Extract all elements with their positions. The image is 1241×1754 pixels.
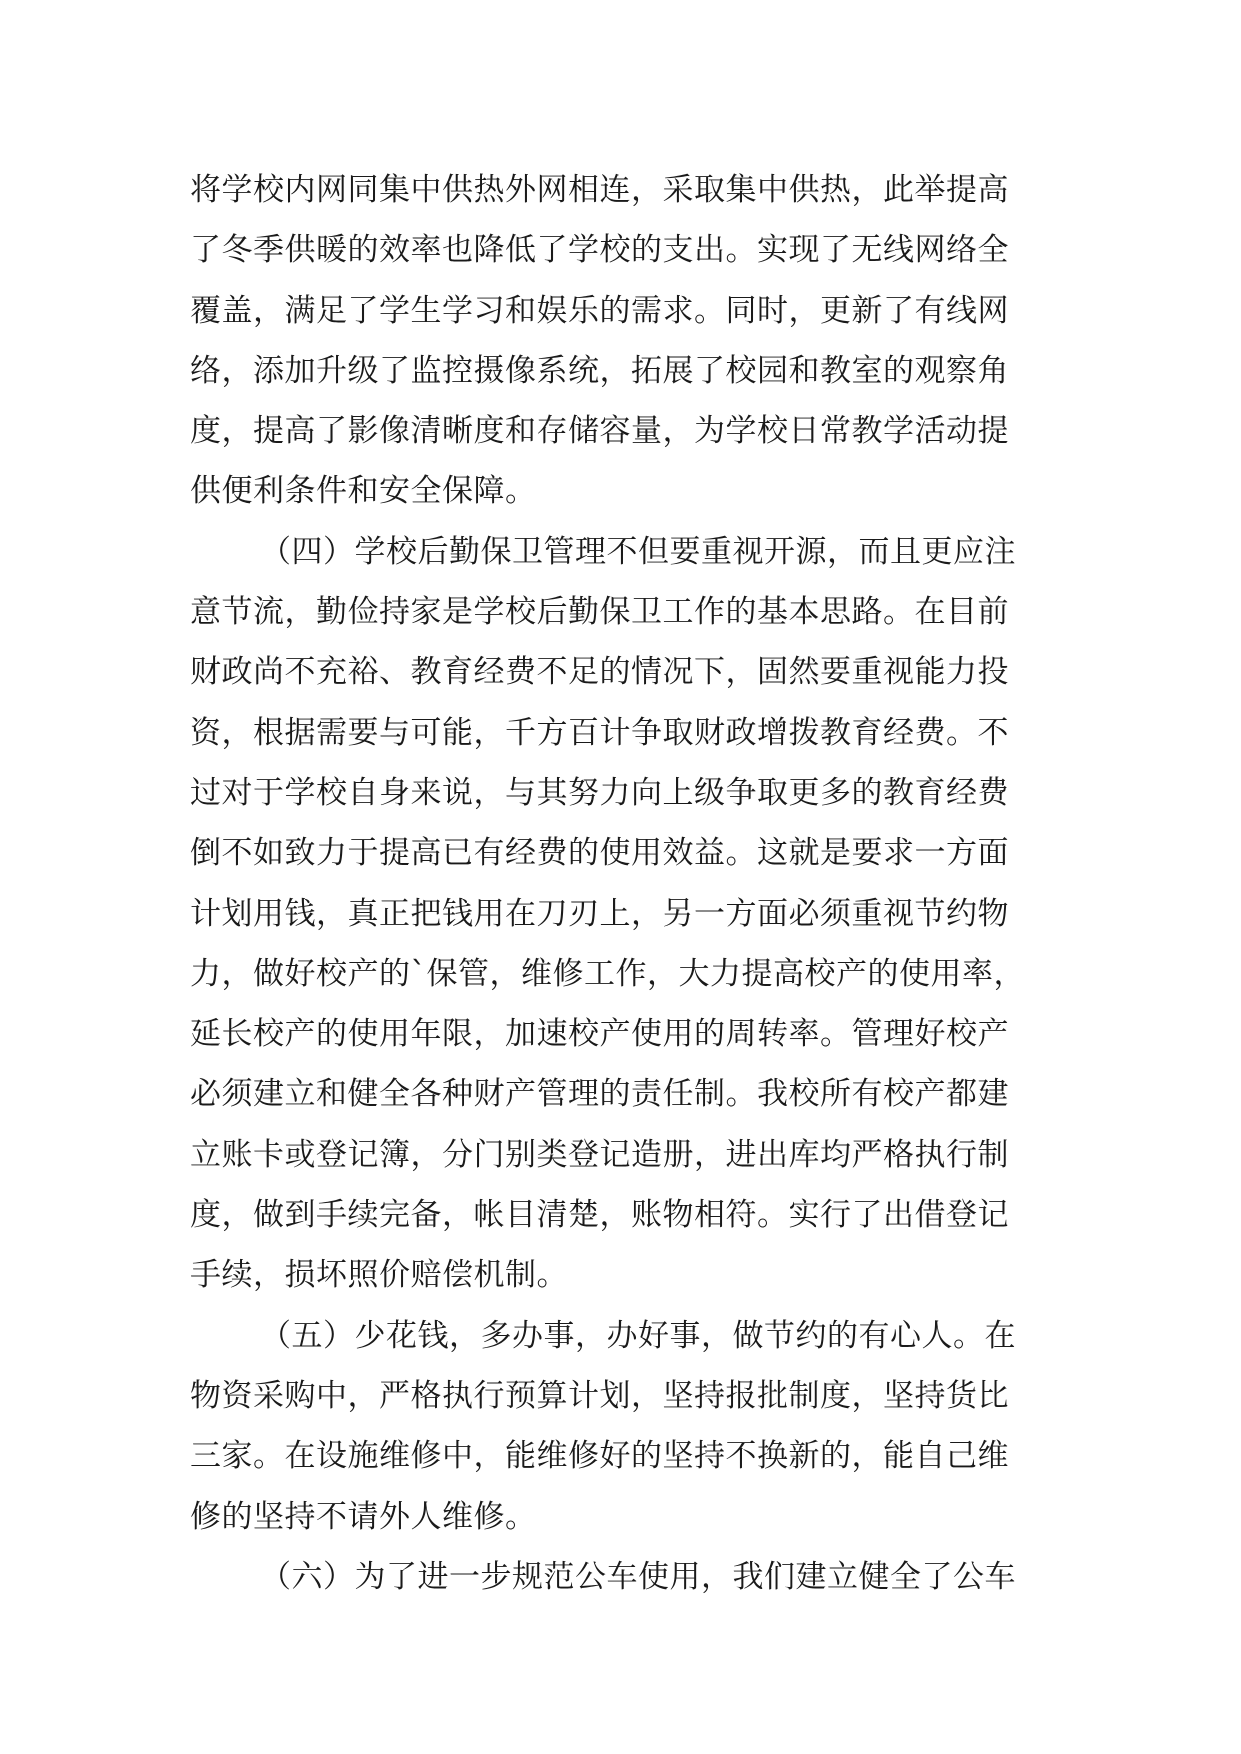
text-line: 意节流，勤俭持家是学校后勤保卫工作的基本思路。在目前: [190, 594, 1009, 631]
text-line: 覆盖，满足了学生学习和娱乐的需求。同时，更新了有线网: [190, 292, 1009, 329]
text-line: 必须建立和健全各种财产管理的责任制。我校所有校产都建: [190, 1076, 1009, 1113]
text-line: 度，做到手续完备，帐目清楚，账物相符。实行了出借登记: [190, 1197, 1009, 1234]
text-line: 延长校产的使用年限，加速校产使用的周转率。管理好校产: [190, 1016, 1009, 1053]
text-line: 三家。在设施维修中，能维修好的坚持不换新的，能自己维: [190, 1438, 1009, 1475]
text-line: 手续，损坏照价赔偿机制。: [190, 1257, 568, 1294]
text-line: 物资采购中，严格执行预算计划，坚持报批制度，坚持货比: [190, 1377, 1009, 1414]
text-line: 立账卡或登记簿，分门别类登记造册，进出库均严格执行制: [190, 1136, 1009, 1173]
text-line: 财政尚不充裕、教育经费不足的情况下，固然要重视能力投: [190, 654, 1009, 691]
paragraph-start-line: （四）学校后勤保卫管理不但要重视开源，而且更应注: [260, 533, 1016, 570]
paragraph-start-line: （五）少花钱，多办事，办好事，做节约的有心人。在: [260, 1317, 1016, 1354]
text-line: 度，提高了影像清晰度和存储容量，为学校日常教学活动提: [190, 413, 1009, 450]
text-line: 倒不如致力于提高已有经费的使用效益。这就是要求一方面: [190, 835, 1009, 872]
text-line: 修的坚持不请外人维修。: [190, 1498, 537, 1535]
text-line: 资，根据需要与可能，千方百计争取财政增拨教育经费。不: [190, 714, 1009, 751]
text-line: 过对于学校自身来说，与其努力向上级争取更多的教育经费: [190, 774, 1009, 811]
text-line: 了冬季供暖的效率也降低了学校的支出。实现了无线网络全: [190, 232, 1009, 269]
text-line: 力，做好校产的`保管，维修工作，大力提高校产的使用率，: [190, 955, 1025, 992]
paragraph-start-line: （六）为了进一步规范公车使用，我们建立健全了公车: [260, 1558, 1016, 1595]
text-line: 络，添加升级了监控摄像系统，拓展了校园和教室的观察角: [190, 352, 1009, 389]
text-line: 将学校内网同集中供热外网相连，采取集中供热，此举提高: [190, 172, 1009, 208]
document-body: [190, 160, 1070, 1607]
text-line: 计划用钱，真正把钱用在刀刃上，另一方面必须重视节约物: [190, 895, 1009, 932]
text-line: 供便利条件和安全保障。: [190, 473, 537, 510]
